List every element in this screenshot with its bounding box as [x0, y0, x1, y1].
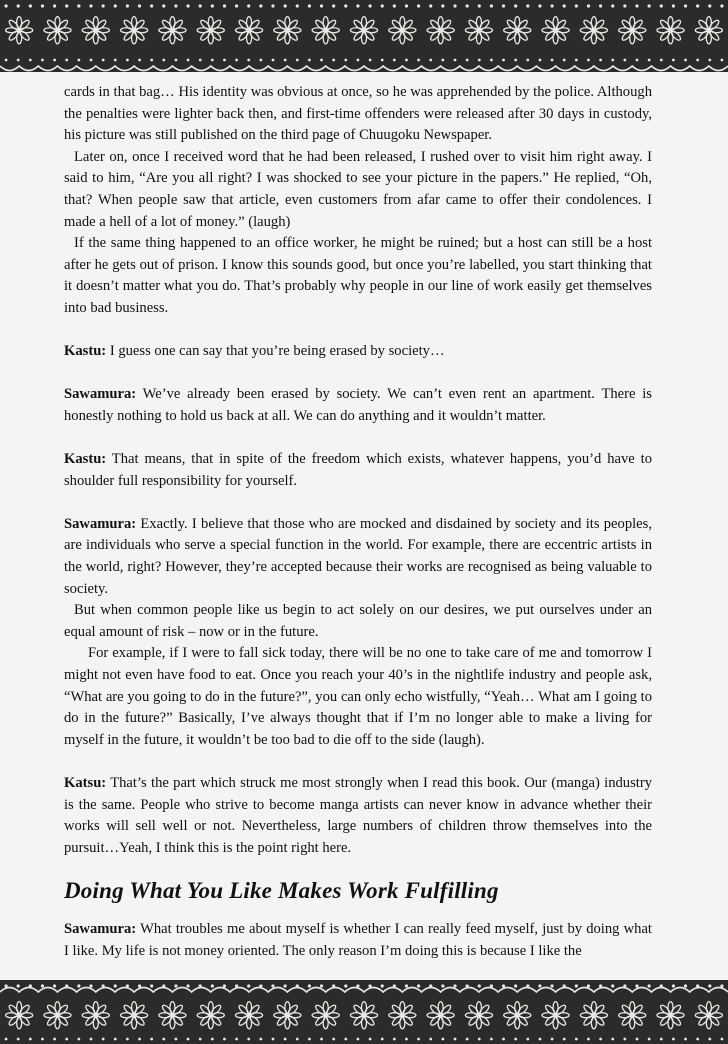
lace-flower-icon [695, 1002, 722, 1029]
lace-flower-icon [82, 1002, 109, 1029]
dialogue-entry [64, 773, 652, 859]
lace-flower-icon [580, 17, 607, 44]
lace-flower-icon [350, 17, 377, 44]
dialogue-entry [64, 449, 652, 492]
lace-flower-icon [542, 1002, 569, 1029]
speaker-name: Sawamura: [64, 386, 137, 403]
speaker-name: Sawamura: [64, 921, 137, 938]
lace-flower-icon [350, 1002, 377, 1029]
lace-flower-icon [274, 17, 301, 44]
lace-flower-icon [121, 1002, 148, 1029]
lace-flower-icon [657, 17, 684, 44]
lace-flower-icon [695, 17, 722, 44]
paragraph: For example, if I were to fall sick today, there will be no one to take care of me and tomorrow I might not even have food to eat. Once you reach your 40’s in the nightlife industry and people ask, “What are you going to do in the future?”, you can only echo wistfully, “Yeah… What am I going to do in the future?” Basically, I’ve always thought that if I’m no longer able to make a living for myself in the future, it wouldn’t be too bad to die off to the side (laugh). [64, 645, 652, 748]
dialogue-entry [64, 341, 652, 363]
paragraph: But when common people like us begin to act solely on our desires, we put ourselves under an equal amount of risk – now or in the future. [64, 602, 652, 640]
paragraph: If the same thing happened to an office worker, he might be ruined; but a host can still be a host after he gets out of prison. I know this sounds good, but once you’re labelled, you start thinking that it doesn’t matter what you do. That’s probably why people in our line of work easily get themselves into bad business. [64, 235, 652, 316]
lace-flower-icon [619, 17, 646, 44]
lace-flower-icon [235, 1002, 262, 1029]
dialogue-text: We’ve already been erased by society. We can’t even rent an apartment. There is honestly nothing to hold us back at all. We can do anything and it wouldn’t matter. [64, 386, 652, 424]
lace-flower-icon [121, 17, 148, 44]
lace-flower-icon [197, 1002, 224, 1029]
lace-flower-icon [504, 1002, 531, 1029]
lace-flower-icon [542, 17, 569, 44]
dialogue-text: I guess one can say that you’re being erased by society… [106, 343, 445, 360]
dialogue-entry [64, 384, 652, 427]
lace-flower-icon [44, 17, 71, 44]
lace-flower-icon [312, 1002, 339, 1029]
paragraph: cards in that bag… His identity was obvious at once, so he was apprehended by the police. Although the penalties were lighter back then, and first-time offenders were released after 30 days in custody, his picture was still published on the third page of Chuugoku Newspaper. [64, 84, 652, 144]
lace-flower-icon [159, 17, 186, 44]
lace-flower-icon [427, 17, 454, 44]
lace-flower-icon [580, 1002, 607, 1029]
dialogue-text: That means, that in spite of the freedom which exists, whatever happens, you’d have to shoulder full responsibility for yourself. [64, 451, 652, 489]
lace-flower-icon [465, 1002, 492, 1029]
article-body [64, 82, 652, 963]
dialogue-text: Exactly. I believe that those who are mocked and disdained by society and its peoples, are individuals who serve a special function in the world. For example, there are eccentric artists in the world, right? However, they’re accepted because their works are recognised as being valuable to society. [64, 515, 652, 597]
lace-flower-icon [312, 17, 339, 44]
lace-flower-icon [619, 1002, 646, 1029]
dialogue-entry [64, 514, 652, 600]
lace-flower-icon [389, 17, 416, 44]
speaker-name: Katsu: [64, 775, 107, 791]
lace-flower-icon [465, 17, 492, 44]
dialogue-entry [64, 919, 652, 962]
lace-flower-icon [159, 1002, 186, 1029]
speaker-name: Sawamura: [64, 515, 137, 532]
lace-flower-icon [389, 1002, 416, 1029]
lace-flower-icon [657, 1002, 684, 1029]
lace-flower-icon [504, 17, 531, 44]
top-lace-border [0, 0, 728, 72]
dialogue-text: What troubles me about myself is whether I can really feed myself, just by doing what I like. My life is not money oriented. The only reason I’m doing this is because I like the [64, 921, 652, 959]
lace-flower-icon [197, 17, 224, 44]
section-heading: Doing What You Like Makes Work Fulfilling [64, 878, 499, 904]
lace-flower-icon [6, 17, 33, 44]
lace-flower-icon [235, 17, 262, 44]
lace-flower-icon [6, 1002, 33, 1029]
speaker-name: Kastu: [64, 343, 107, 360]
lace-flower-icon [44, 1002, 71, 1029]
floral-lace-border-icon [0, 980, 728, 1044]
bottom-lace-border [0, 980, 728, 1044]
lace-flower-icon [82, 17, 109, 44]
dialogue-text: That’s the part which struck me most strongly when I read this book. Our (manga) industry is the same. People who strive to become manga artists can never know in advance whether their works will sell well or not. Nevertheless, large numbers of children throw themselves into the pursuit…Yeah, I think this is the point right here. [64, 775, 652, 856]
speaker-name: Kastu: [64, 451, 107, 468]
paragraph: Later on, once I received word that he had been released, I rushed over to visit him right away. I said to him, “Are you all right? I was shocked to see your picture in the papers.” He replied, “Oh, that? When people saw that article, even customers from afar came to offer their condolences. I made a hell of a lot of money.” (laugh) [64, 148, 652, 230]
floral-lace-border-icon [0, 0, 728, 72]
lace-flower-icon [274, 1002, 301, 1029]
lace-flower-icon [427, 1002, 454, 1029]
